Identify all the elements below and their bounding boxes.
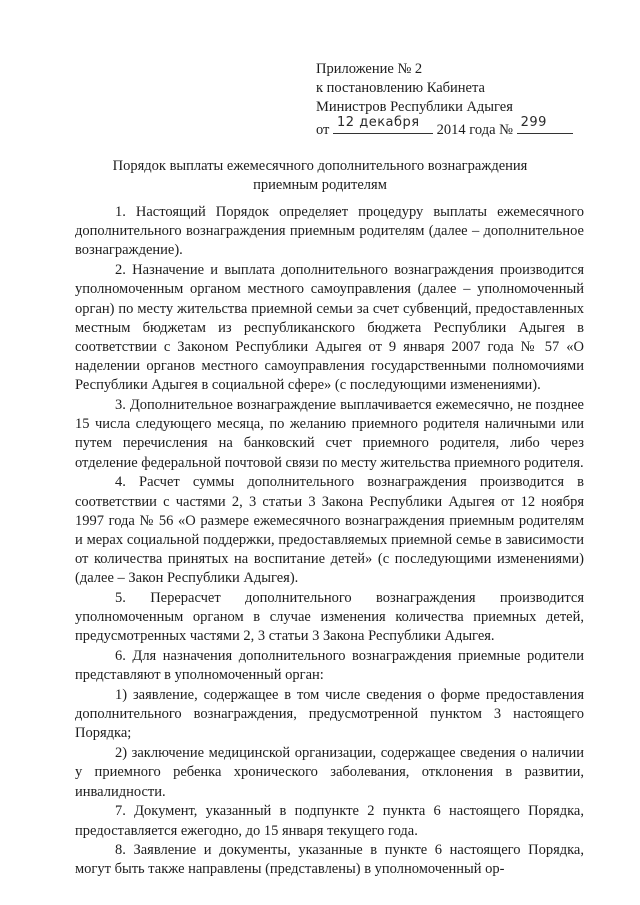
document-number-field bbox=[517, 117, 573, 134]
paragraph-2: 2. Назначение и выплата дополнительного вознаграждения производится уполномоченным органом местного самоуправления (далее – уполномоченный орган) по месту жительства приемной семьи за счет субвенций, предоставленных местным бюджетам из республиканского бюджета Республики Адыгея в соответствии с Законом Республики Адыгея от 9 января 2007 года № 57 «О наделении органов местного самоуправления государственными полномочиями Республики Адыгея в социальной сфере» (с последующими изменениями). bbox=[75, 262, 584, 394]
paragraph-3: 3. Дополнительное вознаграждение выплачивается ежемесячно, не позднее 15 числа следующего месяца, по желанию приемного родителя наличными или путем перечисления на банковский счет приемного родителя, либо через отделение федеральной почтовой связи по месту жительства приемного родителя. bbox=[75, 397, 584, 471]
title-line-2: приемным родителям bbox=[253, 177, 387, 193]
subparagraph-6-2: 2) заключение медицинской организации, содержащее сведения о наличии у приемного ребенка хронического заболевания, отклонения в развитии, инвалидности. bbox=[75, 745, 584, 800]
paragraph-8: 8. Заявление и документы, указанные в пункте 6 настоящего Порядка, могут быть также направлены (представлены) в уполномоченный ор- bbox=[75, 842, 584, 878]
title-line-1: Порядок выплаты ежемесячного дополнительного вознаграждения bbox=[112, 158, 528, 174]
date-day-month-field bbox=[333, 117, 433, 134]
appendix-authority: Министров Республики Адыгея bbox=[316, 99, 513, 115]
subparagraph-6-1: 1) заявление, содержащее в том числе сведения о форме предоставления дополнительного вознаграждения, предусмотренной пунктом 3 настоящего Порядка; bbox=[75, 687, 584, 742]
date-day-month-handwritten: 12 декабря bbox=[337, 115, 420, 130]
appendix-date-line bbox=[316, 117, 616, 136]
paragraph-4: 4. Расчет суммы дополнительного вознаграждения производится в соответствии с частями 2, 3 статьи 3 Закона Республики Адыгея от 12 ноября 1997 года № 56 «О размере ежемесячного вознаграждения приемным родителям и мерах социальной поддержки, предоставляемых приемной семье в зависимости от количества принятых на воспитание детей» (с последующими изменениями) (далее – Закон Республики Адыгея). bbox=[75, 474, 584, 587]
paragraph-1: 1. Настоящий Порядок определяет процедуру выплаты ежемесячного дополнительного вознаграждения приемным родителям (далее – дополнительное вознаграждение). bbox=[75, 204, 584, 259]
paragraph-6: 6. Для назначения дополнительного вознаграждения приемные родители представляют в уполномоченный орган: bbox=[75, 648, 584, 684]
date-prefix: от bbox=[316, 122, 330, 138]
date-year: 2014 года № bbox=[436, 122, 513, 138]
paragraph-7: 7. Документ, указанный в подпункте 2 пункта 6 настоящего Порядка, предоставляется ежегодно, до 15 января текущего года. bbox=[75, 803, 584, 839]
appendix-header bbox=[316, 60, 616, 136]
appendix-reference: к постановлению Кабинета bbox=[316, 80, 485, 96]
appendix-number: Приложение № 2 bbox=[316, 61, 423, 77]
document-body bbox=[75, 203, 584, 880]
document-number-handwritten: 299 bbox=[520, 115, 547, 130]
document-title bbox=[60, 157, 580, 195]
paragraph-5: 5. Перерасчет дополнительного вознаграждения производится уполномоченным органом в случае изменения количества приемных детей, предусмотренных частями 2, 3 статьи 3 Закона Республики Адыгея. bbox=[75, 590, 584, 645]
